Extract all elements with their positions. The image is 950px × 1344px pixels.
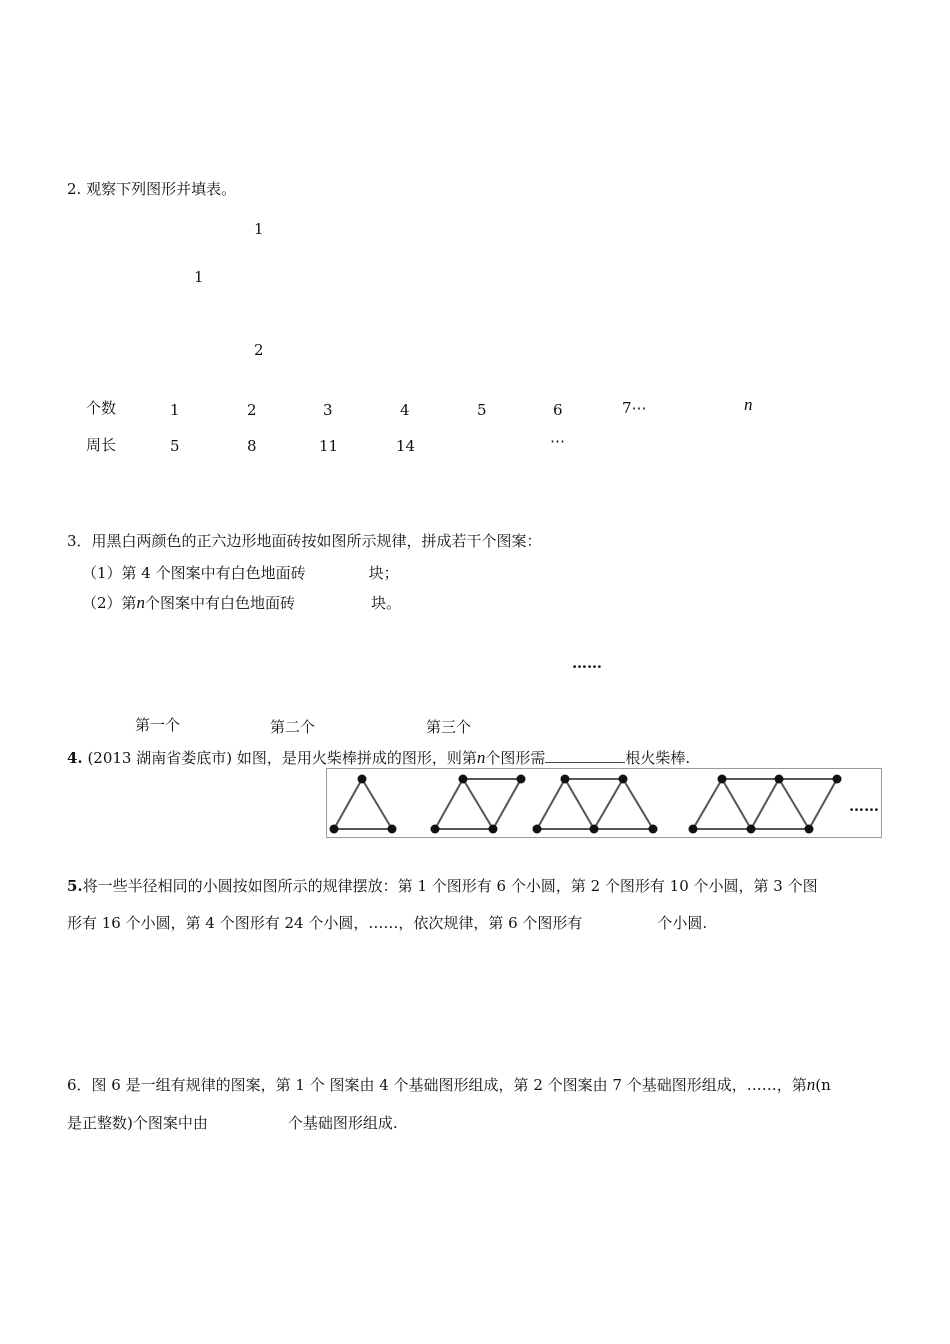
q3-sub2-suffix: 块。: [371, 594, 402, 612]
q3-caption-third: 第三个: [426, 718, 472, 736]
q3-sub2: [82, 594, 401, 612]
matchsticks: [334, 779, 837, 829]
q5-line1: [67, 877, 818, 895]
table-cell: 1: [170, 401, 180, 419]
q4-text-b: 个图形需: [485, 749, 546, 767]
q5-number: 5.: [67, 877, 83, 895]
table-row-label-perimeter: 周长: [86, 436, 117, 454]
q4-ellipsis: ……: [849, 797, 879, 815]
table-row-label-count: 个数: [86, 399, 117, 417]
q4-number: 4.: [67, 749, 83, 767]
q3-caption-first: 第一个: [135, 716, 181, 734]
q3-ellipsis: ……: [572, 654, 602, 672]
q6-line1: [67, 1076, 831, 1094]
q6-line2-a: 是正整数)个图案中由: [67, 1114, 208, 1132]
q2-figure-label: 2: [254, 341, 264, 359]
q5-line2-b: 个小圆.: [657, 914, 708, 932]
q3-sub1: [82, 564, 399, 582]
table-cell: 4: [400, 401, 410, 419]
table-cell: 8: [247, 437, 257, 455]
table-cell-var: n: [744, 395, 753, 414]
q6-line2-b: 个基础图形组成.: [287, 1114, 398, 1132]
table-cell: 3: [323, 401, 333, 419]
q2-figure-label: 1: [194, 268, 204, 286]
q4-source: (2013 湖南省娄底市): [87, 749, 233, 767]
table-cell: 14: [396, 437, 416, 455]
q4-text-c: 根火柴棒.: [625, 749, 691, 767]
q6-line1-a: 6．图 6 是一组有规律的图案，第 1 个 图案由 4 个基础图形组成，第 2 个图案由 7 个基础图形组成，……，第: [67, 1076, 807, 1094]
q6-line2: [67, 1114, 398, 1132]
matchstick-triangles: [327, 769, 881, 837]
q4-answer-blank[interactable]: [545, 748, 625, 763]
table-cell: 2: [247, 401, 257, 419]
q3-sub1-suffix: 块；: [368, 564, 399, 582]
table-cell: 5: [170, 437, 180, 455]
q2-figure-label: 1: [254, 220, 264, 238]
q4-line: [67, 748, 690, 767]
q3-title: 3．用黑白两颜色的正六边形地面砖按如图所示规律，拼成若干个图案：: [67, 532, 542, 550]
q4-var: n: [476, 748, 486, 767]
table-cell: 6: [553, 401, 563, 419]
q2-title: 2. 观察下列图形并填表。: [67, 180, 237, 198]
q6-line1-b: (n: [815, 1076, 831, 1094]
q5-line2: [67, 914, 707, 932]
q3-sub2-prefix: （2）第: [82, 594, 137, 612]
q4-text-a: 如图，是用火柴棒拼成的图形，则第: [236, 749, 477, 767]
q6-var: n: [806, 1075, 816, 1094]
table-cell: 11: [319, 437, 339, 455]
q3-sub1-prefix: （1）第 4 个图案中有白色地面砖: [82, 564, 306, 582]
table-cell: 5: [477, 401, 487, 419]
table-cell: ⋯: [550, 432, 565, 450]
q3-sub2-mid: 个图案中有白色地面砖: [145, 594, 296, 612]
q3-sub2-var: n: [136, 593, 146, 612]
q5-line1-text: 将一些半径相同的小圆按如图所示的规律摆放：第 1 个图形有 6 个小圆，第 2 个图形有 10 个小圆，第 3 个图: [82, 877, 818, 895]
table-cell: 7⋯: [622, 399, 647, 417]
q3-caption-second: 第二个: [270, 718, 316, 736]
matchstick-figure: [326, 768, 882, 838]
q5-line2-a: 形有 16 个小圆，第 4 个图形有 24 个小圆，……，依次规律，第 6 个图形有: [67, 914, 583, 932]
